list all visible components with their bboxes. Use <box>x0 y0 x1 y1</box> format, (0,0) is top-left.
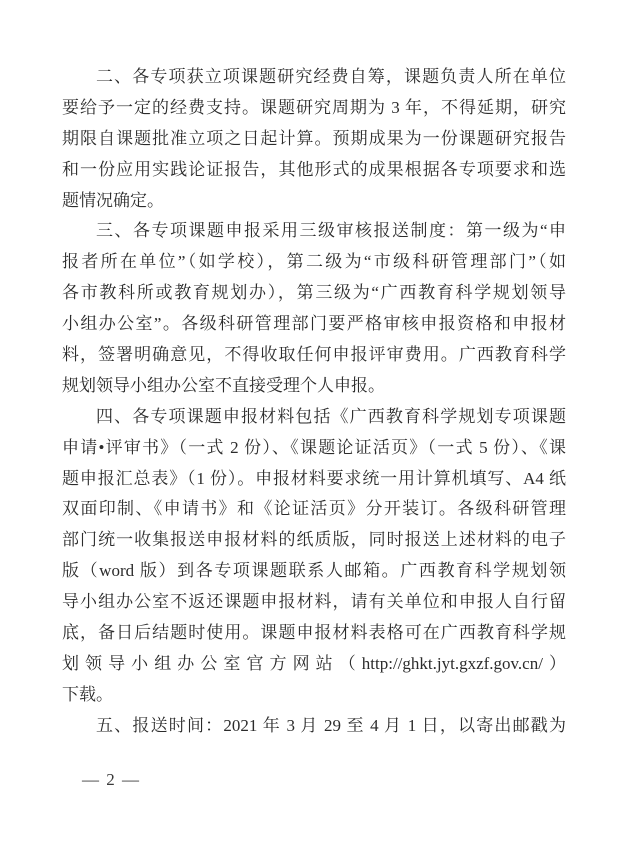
text-line: 双面印制、《申请书》和《论证活页》分开装订。各级科研管理 <box>62 499 566 519</box>
paragraph-4-materials <box>62 402 566 711</box>
text-line: 题情况确定。 <box>62 190 164 210</box>
text-line: 划领导小组办公室官方网站（http://ghkt.jyt.gxzf.gov.cn/） <box>62 653 566 673</box>
text-line: 五、报送时间：2021 年 3 月 29 至 4 月 1 日，以寄出邮戳为 <box>96 715 566 735</box>
text-line: 三、各专项课题申报采用三级审核报送制度：第一级为“申 <box>96 221 566 241</box>
text-line: 要给予一定的经费支持。课题研究周期为 3 年，不得延期，研究 <box>62 97 566 117</box>
text-line: 底，备日后结题时使用。课题申报材料表格可在广西教育科学规 <box>62 623 566 643</box>
text-line: 版（word 版）到各专项课题联系人邮箱。广西教育科学规划领 <box>62 561 566 581</box>
paragraph-2-funding <box>62 62 566 216</box>
text-line: 报者所在单位”（如学校），第二级为“市级科研管理部门”（如 <box>62 252 566 272</box>
text-line: 四、各专项课题申报材料包括《广西教育科学规划专项课题 <box>96 406 566 426</box>
text-line: 部门统一收集报送申报材料的纸质版，同时报送上述材料的电子 <box>62 530 566 550</box>
document-body <box>62 62 566 742</box>
paragraph-3-review-system <box>62 216 566 401</box>
text-line: 申请•评审书》（一式 2 份）、《课题论证活页》（一式 5 份）、《课 <box>62 437 566 457</box>
text-line: 和一份应用实践论证报告，其他形式的成果根据各专项要求和选 <box>62 159 566 179</box>
paragraph-5-deadline <box>62 711 566 742</box>
text-line: 期限自课题批准立项之日起计算。预期成果为一份课题研究报告 <box>62 128 566 148</box>
text-line: 导小组办公室不返还课题申报材料，请有关单位和申报人自行留 <box>62 592 566 612</box>
text-line: 题申报汇总表》（1 份）。申报材料要求统一用计算机填写、A4 纸 <box>62 468 566 488</box>
text-line: 各市教科所或教育规划办），第三级为“广西教育科学规划领导 <box>62 283 566 303</box>
text-line: 二、各专项获立项课题研究经费自筹，课题负责人所在单位 <box>96 67 566 86</box>
text-line: 料，签署明确意见，不得收取任何申报评审费用。广西教育科学 <box>62 345 566 365</box>
text-line: 规划领导小组办公室不直接受理个人申报。 <box>62 375 385 395</box>
text-line: 小组办公室”。各级科研管理部门要严格审核申报资格和申报材 <box>62 314 566 334</box>
text-line: 下载。 <box>62 684 113 704</box>
page-number: — 2 — <box>82 770 141 789</box>
